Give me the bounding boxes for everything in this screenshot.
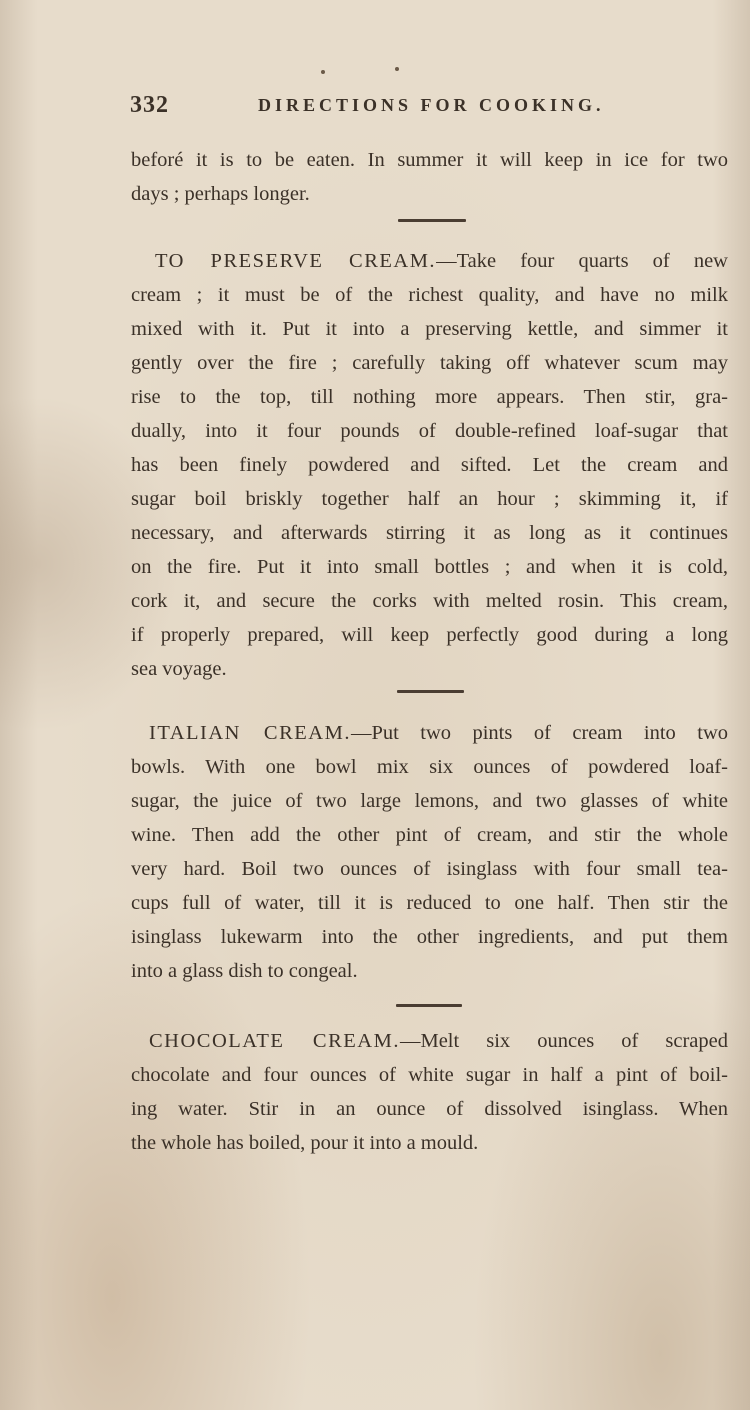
text-line: gently over the fire ; carefully taking off whatever scum may [131,352,728,374]
section-divider [397,690,464,693]
recipe-first-line [131,244,728,278]
text-fragment: —Put two pints of cream into two [350,722,728,744]
text-line: days ; perhaps longer. [131,183,310,205]
page-header [130,92,730,124]
text-line: cups full of water, till it is reduced to one half. Then stir the [131,892,728,914]
text-line: dually, into it four pounds of double-refined loaf-sugar that [131,420,728,442]
text-line: wine. Then add the other pint of cream, and stir the whole [131,824,728,846]
ink-speck [321,70,325,74]
recipe-heading: ITALIAN CREAM. [149,722,351,744]
text-fragment: —Melt six ounces of scraped [399,1030,729,1052]
text-line: chocolate and four ounces of white sugar in half a pint of boil- [131,1064,728,1086]
recipe-heading: TO PRESERVE CREAM. [155,250,437,272]
text-fragment: —Take four quarts of new [436,250,728,272]
recipe-italian-cream [131,716,728,988]
text-line: very hard. Boil two ounces of isinglass with four small tea- [131,858,728,880]
text-line: the whole has boiled, pour it into a mould. [131,1132,479,1154]
recipe-chocolate-cream [131,1024,728,1160]
text-line: into a glass dish to congeal. [131,960,358,982]
text-line: has been finely powdered and sifted. Let the cream and [131,454,728,476]
recipe-first-line [131,1024,728,1058]
text-line: sea voyage. [131,658,227,680]
text-line: mixed with it. Put it into a preserving kettle, and simmer it [131,318,728,340]
text-line: ing water. Stir in an ounce of dissolved isinglass. When [131,1098,728,1120]
section-divider [398,219,466,222]
text-line: bowls. With one bowl mix six ounces of powdered loaf- [131,756,728,778]
text-line: cork it, and secure the corks with melted rosin. This cream, [131,590,728,612]
text-line: sugar, the juice of two large lemons, and two glasses of white [131,790,728,812]
text-line: isinglass lukewarm into the other ingredients, and put them [131,926,728,948]
text-line: beforé it is to be eaten. In summer it will keep in ice for two [131,149,728,171]
section-divider [396,1004,462,1007]
intro-paragraph [131,143,728,211]
text-line: necessary, and afterwards stirring it as long as it continues [131,522,728,544]
text-line: on the fire. Put it into small bottles ; and when it is cold, [131,556,728,578]
text-line: sugar boil briskly together half an hour ; skimming it, if [131,488,728,510]
running-head: DIRECTIONS FOR COOKING. [258,95,605,115]
recipe-first-line [131,716,728,750]
ink-speck [395,67,399,71]
text-line: rise to the top, till nothing more appears. Then stir, gra- [131,386,728,408]
recipe-heading: CHOCOLATE CREAM. [149,1030,400,1052]
page-number: 332 [130,92,169,118]
text-line: cream ; it must be of the richest quality, and have no milk [131,284,728,306]
recipe-to-preserve-cream [131,244,728,686]
text-line: if properly prepared, will keep perfectly good during a long [131,624,728,646]
